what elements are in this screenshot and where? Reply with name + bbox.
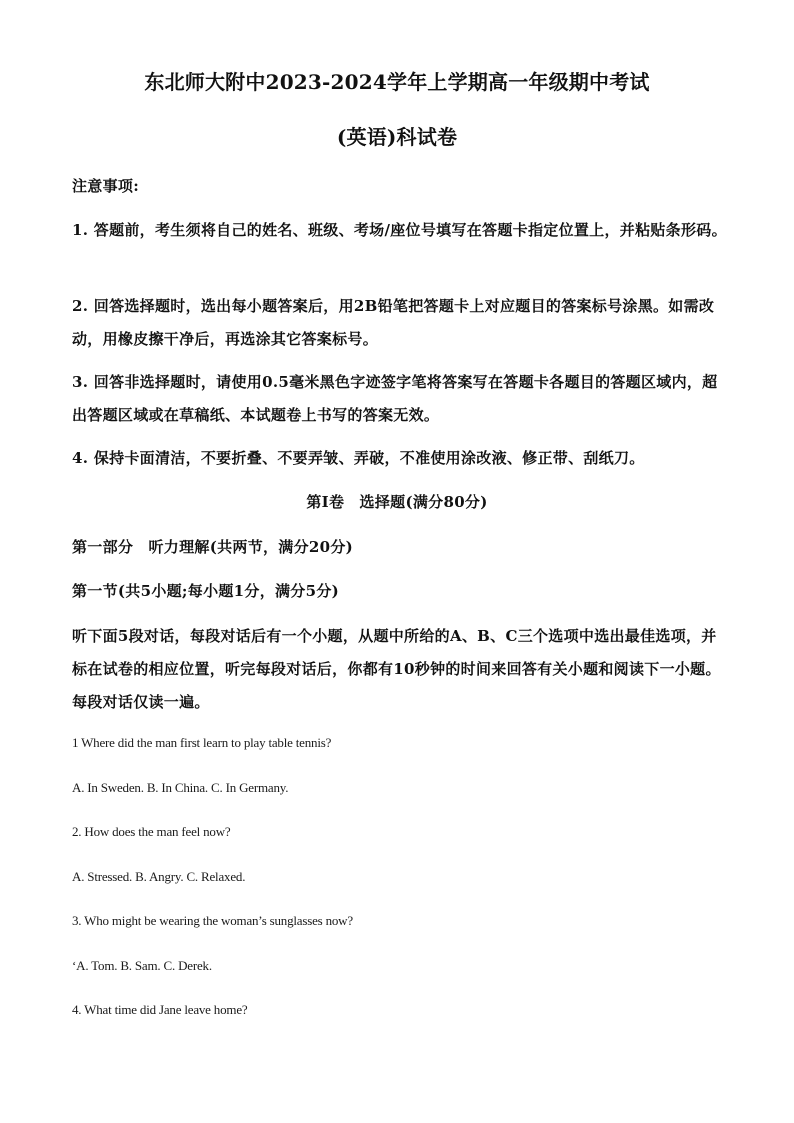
notice-item-1: 1. 答题前，考生须将自己的姓名、班级、考场/座位号填写在答题卡指定位置上，并粘贴条形码。: [72, 221, 727, 239]
exam-subject-title: (英语)科试卷: [336, 125, 458, 149]
question-1-stem: 1 Where did the man first learn to play table tennis?: [72, 735, 332, 750]
question-2-options: A. Stressed. B. Angry. C. Relaxed.: [72, 869, 246, 884]
question-4-stem: 4. What time did Jane leave home?: [72, 1002, 248, 1017]
question-1-options: A. In Sweden. B. In China. C. In Germany.: [72, 780, 289, 795]
question-3-stem: 3. Who might be wearing the woman’s sunglasses now?: [72, 913, 353, 928]
part1-title: 第一部分 听力理解(共两节，满分20分): [72, 538, 354, 556]
notice-item-2: 2. 回答选择题时，选出每小题答案后，用2B铅笔把答题卡上对应题目的答案标号涂黑。如需改动，用橡皮擦干净后，再选涂其它答案标号。: [72, 297, 715, 348]
listening-instructions: 听下面5段对话，每段对话后有一个小题，从题中所给的A、B、C三个选项中选出最佳选项，并标在试卷的相应位置，听完每段对话后，你都有10秒钟的时间来回答有关小题和阅读下一小题。每段对话仅读一遍。: [72, 627, 721, 711]
question-2-stem: 2. How does the man feel now?: [72, 824, 231, 839]
subsection1-title: 第一节(共5小题;每小题1分，满分5分): [72, 582, 340, 600]
notice-item-3: 3. 回答非选择题时，请使用0.5毫米黑色字迹签字笔将答案写在答题卡各题目的答题区域内，超出答题区域或在草稿纸、本试题卷上书写的答案无效。: [72, 373, 718, 424]
volume-title: 第Ⅰ卷 选择题(满分80分): [306, 493, 488, 511]
notice-heading: 注意事项:: [72, 177, 140, 195]
question-3-options: ‘A. Tom. B. Sam. C. Derek.: [72, 958, 212, 973]
exam-title: 东北师大附中2023-2024学年上学期高一年级期中考试: [144, 70, 650, 94]
notice-item-4: 4. 保持卡面清洁，不要折叠、不要弄皱、弄破，不准使用涂改液、修正带、刮纸刀。: [72, 449, 645, 467]
